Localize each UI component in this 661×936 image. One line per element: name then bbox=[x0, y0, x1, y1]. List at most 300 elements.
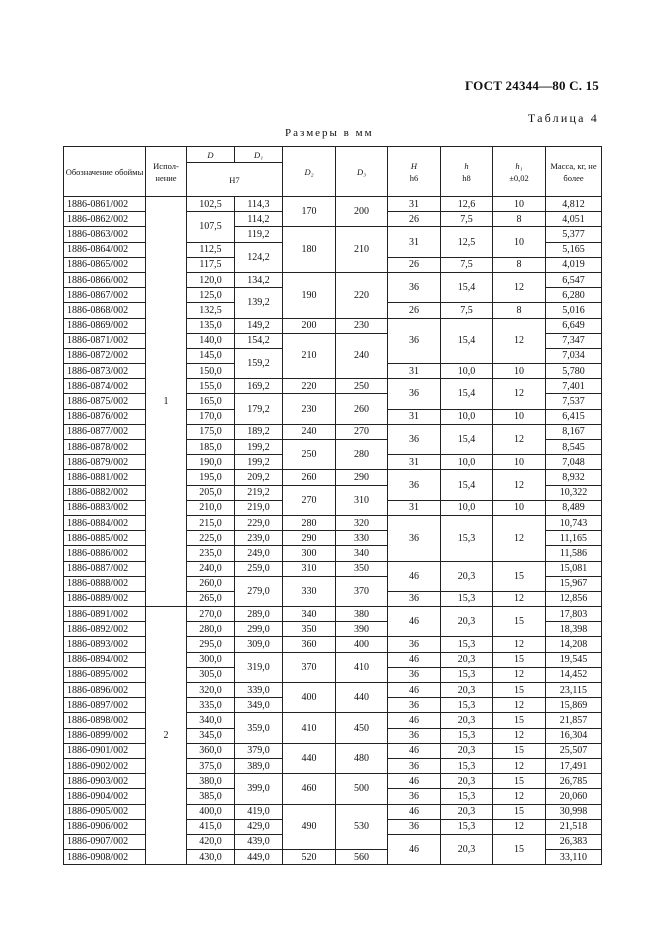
cell-D1: 229,0 bbox=[235, 515, 283, 530]
cell-mass: 26,785 bbox=[546, 774, 602, 789]
cell-H: 46 bbox=[388, 607, 441, 637]
cell-h: 10,0 bbox=[441, 364, 493, 379]
table-number: Таблица 4 bbox=[527, 111, 599, 125]
cell-mass: 15,967 bbox=[546, 576, 602, 591]
cell-h: 7,5 bbox=[441, 257, 493, 272]
cell-H: 46 bbox=[388, 683, 441, 698]
cell-D: 195,0 bbox=[187, 470, 235, 485]
cell-h: 15,3 bbox=[441, 515, 493, 561]
cell-mass: 4,019 bbox=[546, 257, 602, 272]
cell-h: 15,3 bbox=[441, 667, 493, 682]
cell-h: 15,3 bbox=[441, 637, 493, 652]
cell-D: 280,0 bbox=[187, 622, 235, 637]
cell-D: 420,0 bbox=[187, 834, 235, 849]
table-row bbox=[64, 637, 602, 652]
cell-designation: 1886-0905/002 bbox=[64, 804, 146, 819]
cell-D: 215,0 bbox=[187, 515, 235, 530]
cell-mass: 30,998 bbox=[546, 804, 602, 819]
cell-D3: 200 bbox=[336, 197, 388, 227]
cell-D1: 249,0 bbox=[235, 546, 283, 561]
cell-mass: 7,401 bbox=[546, 379, 602, 394]
cell-D1: 149,2 bbox=[235, 318, 283, 333]
cell-h: 12,6 bbox=[441, 197, 493, 212]
cell-mass: 11,165 bbox=[546, 531, 602, 546]
cell-mass: 14,208 bbox=[546, 637, 602, 652]
cell-designation: 1886-0869/002 bbox=[64, 318, 146, 333]
cell-h: 20,3 bbox=[441, 607, 493, 637]
col-H: H h6 bbox=[388, 147, 441, 197]
cell-h: 15,4 bbox=[441, 424, 493, 454]
cell-h: 20,3 bbox=[441, 834, 493, 864]
cell-D2: 360 bbox=[283, 637, 336, 652]
cell-D2: 300 bbox=[283, 546, 336, 561]
cell-designation: 1886-0906/002 bbox=[64, 819, 146, 834]
cell-D1: 124,2 bbox=[235, 242, 283, 272]
cell-designation: 1886-0885/002 bbox=[64, 531, 146, 546]
cell-H: 36 bbox=[388, 591, 441, 606]
table-row bbox=[64, 683, 602, 698]
table-row bbox=[64, 774, 602, 789]
cell-designation: 1886-0908/002 bbox=[64, 850, 146, 865]
col-D1: D₁ bbox=[235, 147, 283, 163]
col-D: D bbox=[187, 147, 235, 163]
cell-mass: 10,743 bbox=[546, 515, 602, 530]
cell-D3: 390 bbox=[336, 622, 388, 637]
cell-D2: 330 bbox=[283, 576, 336, 606]
cell-mass: 17,491 bbox=[546, 758, 602, 773]
cell-D3: 560 bbox=[336, 850, 388, 865]
cell-designation: 1886-0864/002 bbox=[64, 242, 146, 257]
cell-D1: 289,0 bbox=[235, 607, 283, 622]
cell-h: 20,3 bbox=[441, 804, 493, 819]
cell-mass: 8,932 bbox=[546, 470, 602, 485]
table-row bbox=[64, 713, 602, 728]
cell-designation: 1886-0868/002 bbox=[64, 303, 146, 318]
cell-designation: 1886-0892/002 bbox=[64, 622, 146, 637]
cell-h1: 15 bbox=[493, 607, 546, 637]
cell-designation: 1886-0872/002 bbox=[64, 348, 146, 363]
cell-D1: 179,2 bbox=[235, 394, 283, 424]
cell-h1: 12 bbox=[493, 819, 546, 834]
cell-D3: 230 bbox=[336, 318, 388, 333]
cell-h1: 10 bbox=[493, 409, 546, 424]
cell-D1: 349,0 bbox=[235, 698, 283, 713]
cell-execution: 2 bbox=[146, 607, 187, 865]
units-caption: Размеры в мм bbox=[285, 127, 374, 139]
cell-mass: 8,545 bbox=[546, 440, 602, 455]
cell-H: 36 bbox=[388, 698, 441, 713]
cell-D1: 199,2 bbox=[235, 440, 283, 455]
cell-D1: 319,0 bbox=[235, 652, 283, 682]
cell-h1: 12 bbox=[493, 789, 546, 804]
cell-designation: 1886-0898/002 bbox=[64, 713, 146, 728]
cell-designation: 1886-0875/002 bbox=[64, 394, 146, 409]
cell-D2: 180 bbox=[283, 227, 336, 273]
cell-mass: 15,081 bbox=[546, 561, 602, 576]
cell-D: 320,0 bbox=[187, 683, 235, 698]
cell-h1: 12 bbox=[493, 515, 546, 561]
cell-h1: 8 bbox=[493, 303, 546, 318]
cell-H: 26 bbox=[388, 257, 441, 272]
cell-H: 36 bbox=[388, 667, 441, 682]
cell-D3: 410 bbox=[336, 652, 388, 682]
cell-D3: 450 bbox=[336, 713, 388, 743]
cell-mass: 11,586 bbox=[546, 546, 602, 561]
cell-H: 46 bbox=[388, 561, 441, 591]
cell-D3: 370 bbox=[336, 576, 388, 606]
cell-designation: 1886-0876/002 bbox=[64, 409, 146, 424]
cell-mass: 5,165 bbox=[546, 242, 602, 257]
cell-D1: 169,2 bbox=[235, 379, 283, 394]
cell-D1: 259,0 bbox=[235, 561, 283, 576]
cell-designation: 1886-0881/002 bbox=[64, 470, 146, 485]
cell-D2: 220 bbox=[283, 379, 336, 394]
cell-D1: 379,0 bbox=[235, 743, 283, 758]
cell-D: 145,0 bbox=[187, 348, 235, 363]
col-tolerance-H7: H7 bbox=[187, 163, 283, 197]
cell-designation: 1886-0891/002 bbox=[64, 607, 146, 622]
cell-D2: 280 bbox=[283, 515, 336, 530]
cell-D2: 460 bbox=[283, 774, 336, 804]
cell-D2: 340 bbox=[283, 607, 336, 622]
cell-D1: 429,0 bbox=[235, 819, 283, 834]
table-row bbox=[64, 561, 602, 576]
cell-designation: 1886-0861/002 bbox=[64, 197, 146, 212]
cell-designation: 1886-0873/002 bbox=[64, 364, 146, 379]
cell-h: 15,3 bbox=[441, 819, 493, 834]
cell-H: 31 bbox=[388, 197, 441, 212]
cell-designation: 1886-0899/002 bbox=[64, 728, 146, 743]
cell-designation: 1886-0895/002 bbox=[64, 667, 146, 682]
cell-H: 36 bbox=[388, 379, 441, 409]
cell-mass: 15,869 bbox=[546, 698, 602, 713]
cell-mass: 26,383 bbox=[546, 834, 602, 849]
cell-D1: 154,2 bbox=[235, 333, 283, 348]
cell-D3: 260 bbox=[336, 394, 388, 424]
table-row bbox=[64, 379, 602, 394]
table-row bbox=[64, 227, 602, 242]
cell-execution: 1 bbox=[146, 197, 187, 607]
cell-D1: 159,2 bbox=[235, 348, 283, 378]
cell-D3: 270 bbox=[336, 424, 388, 439]
cell-D3: 440 bbox=[336, 683, 388, 713]
cell-h1: 15 bbox=[493, 834, 546, 864]
cell-D: 102,5 bbox=[187, 197, 235, 212]
cell-h1: 15 bbox=[493, 774, 546, 789]
cell-h1: 12 bbox=[493, 698, 546, 713]
cell-h: 20,3 bbox=[441, 713, 493, 728]
cell-designation: 1886-0894/002 bbox=[64, 652, 146, 667]
cell-designation: 1886-0871/002 bbox=[64, 333, 146, 348]
cell-D: 400,0 bbox=[187, 804, 235, 819]
col-execution: Испол-нение bbox=[146, 147, 187, 197]
cell-D3: 210 bbox=[336, 227, 388, 273]
cell-h1: 12 bbox=[493, 470, 546, 500]
cell-D1: 399,0 bbox=[235, 774, 283, 804]
cell-D: 305,0 bbox=[187, 667, 235, 682]
cell-D2: 400 bbox=[283, 683, 336, 713]
cell-h: 15,3 bbox=[441, 591, 493, 606]
cell-mass: 6,547 bbox=[546, 272, 602, 287]
cell-D1: 189,2 bbox=[235, 424, 283, 439]
col-D2: D₂ bbox=[283, 147, 336, 197]
table-row bbox=[64, 470, 602, 485]
cell-D2: 190 bbox=[283, 272, 336, 318]
cell-h1: 10 bbox=[493, 364, 546, 379]
cell-D1: 134,2 bbox=[235, 272, 283, 287]
cell-h: 20,3 bbox=[441, 683, 493, 698]
cell-D3: 380 bbox=[336, 607, 388, 622]
cell-h: 12,5 bbox=[441, 227, 493, 257]
cell-D: 300,0 bbox=[187, 652, 235, 667]
cell-designation: 1886-0862/002 bbox=[64, 212, 146, 227]
cell-H: 36 bbox=[388, 758, 441, 773]
cell-designation: 1886-0863/002 bbox=[64, 227, 146, 242]
cell-D: 335,0 bbox=[187, 698, 235, 713]
cell-D2: 260 bbox=[283, 470, 336, 485]
cell-designation: 1886-0882/002 bbox=[64, 485, 146, 500]
table-row bbox=[64, 272, 602, 287]
cell-designation: 1886-0896/002 bbox=[64, 683, 146, 698]
table-row bbox=[64, 652, 602, 667]
cell-mass: 18,398 bbox=[546, 622, 602, 637]
cell-D2: 270 bbox=[283, 485, 336, 515]
cell-D2: 240 bbox=[283, 424, 336, 439]
cell-mass: 8,167 bbox=[546, 424, 602, 439]
cell-D1: 114,3 bbox=[235, 197, 283, 212]
cell-h: 20,3 bbox=[441, 743, 493, 758]
cell-H: 31 bbox=[388, 455, 441, 470]
cell-mass: 6,415 bbox=[546, 409, 602, 424]
cell-D2: 290 bbox=[283, 531, 336, 546]
cell-D1: 199,2 bbox=[235, 455, 283, 470]
cell-h1: 15 bbox=[493, 743, 546, 758]
cell-H: 31 bbox=[388, 409, 441, 424]
cell-mass: 33,110 bbox=[546, 850, 602, 865]
cell-D1: 449,0 bbox=[235, 850, 283, 865]
cell-D3: 480 bbox=[336, 743, 388, 773]
cell-h1: 12 bbox=[493, 667, 546, 682]
cell-h: 10,0 bbox=[441, 409, 493, 424]
cell-D1: 389,0 bbox=[235, 758, 283, 773]
cell-D: 112,5 bbox=[187, 242, 235, 257]
cell-D3: 310 bbox=[336, 485, 388, 515]
cell-mass: 7,048 bbox=[546, 455, 602, 470]
cell-h1: 12 bbox=[493, 318, 546, 364]
cell-D: 165,0 bbox=[187, 394, 235, 409]
cell-designation: 1886-0878/002 bbox=[64, 440, 146, 455]
cell-mass: 5,016 bbox=[546, 303, 602, 318]
cell-D: 360,0 bbox=[187, 743, 235, 758]
cell-mass: 17,803 bbox=[546, 607, 602, 622]
cell-D: 117,5 bbox=[187, 257, 235, 272]
cell-H: 46 bbox=[388, 652, 441, 667]
cell-D: 225,0 bbox=[187, 531, 235, 546]
cell-h1: 8 bbox=[493, 212, 546, 227]
cell-designation: 1886-0889/002 bbox=[64, 591, 146, 606]
cell-mass: 4,051 bbox=[546, 212, 602, 227]
cell-D3: 400 bbox=[336, 637, 388, 652]
cell-h: 15,4 bbox=[441, 318, 493, 364]
cell-h: 15,3 bbox=[441, 698, 493, 713]
cell-D: 170,0 bbox=[187, 409, 235, 424]
cell-h: 20,3 bbox=[441, 774, 493, 789]
page-header: ГОСТ 24344—80 С. 15 bbox=[465, 78, 599, 93]
table-row bbox=[64, 743, 602, 758]
cell-D: 140,0 bbox=[187, 333, 235, 348]
cell-mass: 23,115 bbox=[546, 683, 602, 698]
cell-D3: 340 bbox=[336, 546, 388, 561]
cell-D: 340,0 bbox=[187, 713, 235, 728]
cell-designation: 1886-0884/002 bbox=[64, 515, 146, 530]
cell-D: 240,0 bbox=[187, 561, 235, 576]
cell-D3: 220 bbox=[336, 272, 388, 318]
cell-D: 150,0 bbox=[187, 364, 235, 379]
cell-h: 10,0 bbox=[441, 455, 493, 470]
cell-D: 132,5 bbox=[187, 303, 235, 318]
dimensions-table bbox=[63, 146, 602, 865]
cell-D2: 310 bbox=[283, 561, 336, 576]
cell-H: 36 bbox=[388, 272, 441, 302]
cell-D3: 240 bbox=[336, 333, 388, 379]
cell-D: 155,0 bbox=[187, 379, 235, 394]
cell-H: 26 bbox=[388, 212, 441, 227]
cell-D: 380,0 bbox=[187, 774, 235, 789]
cell-D: 345,0 bbox=[187, 728, 235, 743]
cell-designation: 1886-0902/002 bbox=[64, 758, 146, 773]
cell-D2: 250 bbox=[283, 440, 336, 470]
cell-D: 415,0 bbox=[187, 819, 235, 834]
cell-H: 36 bbox=[388, 789, 441, 804]
cell-mass: 25,507 bbox=[546, 743, 602, 758]
cell-H: 46 bbox=[388, 743, 441, 758]
table-row bbox=[64, 607, 602, 622]
cell-D: 205,0 bbox=[187, 485, 235, 500]
cell-designation: 1886-0874/002 bbox=[64, 379, 146, 394]
cell-mass: 5,780 bbox=[546, 364, 602, 379]
cell-mass: 19,545 bbox=[546, 652, 602, 667]
cell-H: 36 bbox=[388, 637, 441, 652]
cell-H: 36 bbox=[388, 728, 441, 743]
cell-h1: 12 bbox=[493, 758, 546, 773]
cell-D2: 440 bbox=[283, 743, 336, 773]
cell-mass: 7,034 bbox=[546, 348, 602, 363]
cell-D: 190,0 bbox=[187, 455, 235, 470]
cell-D3: 530 bbox=[336, 804, 388, 850]
cell-D2: 200 bbox=[283, 318, 336, 333]
cell-mass: 5,377 bbox=[546, 227, 602, 242]
cell-D: 185,0 bbox=[187, 440, 235, 455]
table-row bbox=[64, 804, 602, 819]
cell-h: 10,0 bbox=[441, 500, 493, 515]
cell-H: 36 bbox=[388, 515, 441, 561]
cell-designation: 1886-0866/002 bbox=[64, 272, 146, 287]
cell-h1: 10 bbox=[493, 500, 546, 515]
cell-h1: 15 bbox=[493, 804, 546, 819]
cell-mass: 10,322 bbox=[546, 485, 602, 500]
cell-D3: 330 bbox=[336, 531, 388, 546]
cell-h1: 8 bbox=[493, 257, 546, 272]
cell-D3: 350 bbox=[336, 561, 388, 576]
cell-h1: 10 bbox=[493, 455, 546, 470]
cell-D: 260,0 bbox=[187, 576, 235, 591]
cell-D1: 419,0 bbox=[235, 804, 283, 819]
cell-D1: 209,2 bbox=[235, 470, 283, 485]
cell-D2: 490 bbox=[283, 804, 336, 850]
cell-D: 430,0 bbox=[187, 850, 235, 865]
cell-mass: 21,857 bbox=[546, 713, 602, 728]
cell-D: 107,5 bbox=[187, 212, 235, 242]
cell-D1: 359,0 bbox=[235, 713, 283, 743]
cell-D: 210,0 bbox=[187, 500, 235, 515]
col-mass: Масса, кг, не более bbox=[546, 147, 602, 197]
cell-H: 46 bbox=[388, 713, 441, 728]
cell-h1: 12 bbox=[493, 728, 546, 743]
cell-D: 135,0 bbox=[187, 318, 235, 333]
cell-mass: 14,452 bbox=[546, 667, 602, 682]
cell-designation: 1886-0883/002 bbox=[64, 500, 146, 515]
cell-H: 31 bbox=[388, 364, 441, 379]
cell-designation: 1886-0877/002 bbox=[64, 424, 146, 439]
cell-h: 20,3 bbox=[441, 652, 493, 667]
cell-D3: 280 bbox=[336, 440, 388, 470]
cell-h1: 15 bbox=[493, 713, 546, 728]
cell-D3: 500 bbox=[336, 774, 388, 804]
cell-D: 235,0 bbox=[187, 546, 235, 561]
cell-D1: 279,0 bbox=[235, 576, 283, 606]
cell-D1: 239,0 bbox=[235, 531, 283, 546]
cell-H: 46 bbox=[388, 834, 441, 864]
cell-h: 15,4 bbox=[441, 470, 493, 500]
cell-D1: 119,2 bbox=[235, 227, 283, 242]
cell-designation: 1886-0879/002 bbox=[64, 455, 146, 470]
cell-D: 125,0 bbox=[187, 288, 235, 303]
cell-D2: 370 bbox=[283, 652, 336, 682]
cell-mass: 12,856 bbox=[546, 591, 602, 606]
cell-D2: 350 bbox=[283, 622, 336, 637]
cell-designation: 1886-0907/002 bbox=[64, 834, 146, 849]
cell-D3: 320 bbox=[336, 515, 388, 530]
cell-h1: 12 bbox=[493, 591, 546, 606]
cell-mass: 6,649 bbox=[546, 318, 602, 333]
cell-h: 15,4 bbox=[441, 272, 493, 302]
col-designation: Обозначение обоймы bbox=[64, 147, 146, 197]
cell-h1: 12 bbox=[493, 637, 546, 652]
cell-designation: 1886-0903/002 bbox=[64, 774, 146, 789]
cell-D3: 290 bbox=[336, 470, 388, 485]
cell-D1: 299,0 bbox=[235, 622, 283, 637]
col-D3: D₃ bbox=[336, 147, 388, 197]
cell-D: 375,0 bbox=[187, 758, 235, 773]
cell-D1: 309,0 bbox=[235, 637, 283, 652]
cell-D2: 210 bbox=[283, 333, 336, 379]
table-row bbox=[64, 424, 602, 439]
cell-h1: 10 bbox=[493, 197, 546, 212]
cell-designation: 1886-0867/002 bbox=[64, 288, 146, 303]
cell-h: 7,5 bbox=[441, 212, 493, 227]
cell-H: 46 bbox=[388, 774, 441, 789]
cell-designation: 1886-0901/002 bbox=[64, 743, 146, 758]
cell-D: 295,0 bbox=[187, 637, 235, 652]
cell-D: 385,0 bbox=[187, 789, 235, 804]
cell-designation: 1886-0887/002 bbox=[64, 561, 146, 576]
cell-h: 20,3 bbox=[441, 561, 493, 591]
cell-D: 175,0 bbox=[187, 424, 235, 439]
cell-D1: 219,2 bbox=[235, 485, 283, 500]
cell-h: 15,4 bbox=[441, 379, 493, 409]
cell-H: 26 bbox=[388, 303, 441, 318]
cell-mass: 6,280 bbox=[546, 288, 602, 303]
